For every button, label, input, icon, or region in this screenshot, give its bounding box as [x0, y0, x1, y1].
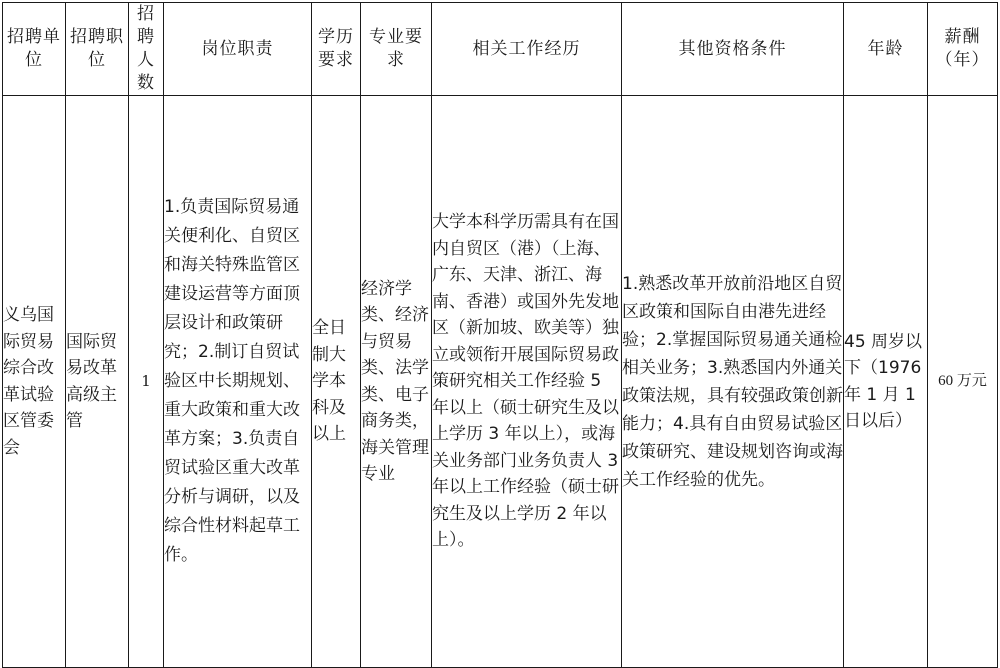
experience-text: 大学本科学历需具有在国内自贸区（港）（上海、广东、天津、浙江、海南、香港）或国外先发地区（新加坡、欧美等）独立或领衔开展国际贸易政策研究相关工作经验 5 年以上（硕士研究生及以上学历 3 年以上），或海关业务部门业务负责人 3 年以上工作经验（硕士研究生及以上学历 2 年以上）。 [432, 212, 619, 551]
header-major: 专业要求 [361, 3, 432, 96]
cell-other [622, 96, 844, 668]
cell-position [66, 96, 129, 668]
cell-salary [928, 96, 998, 668]
cell-experience [432, 96, 622, 668]
major-text: 经济学类、经济与贸易类、法学类、电子商务类，海关管理专业 [361, 278, 429, 484]
header-row [3, 3, 998, 96]
recruitment-table [2, 2, 998, 668]
header-count: 招聘人数 [129, 3, 164, 96]
header-salary: 薪酬（年） [928, 3, 998, 96]
position-text: 国际贸易改革高级主管 [66, 331, 117, 431]
header-education: 学历要求 [312, 3, 361, 96]
cell-age [844, 96, 928, 668]
unit-text: 义乌国际贸易综合改革试验区管委会 [3, 305, 54, 458]
cell-unit [3, 96, 66, 668]
duties-text: 1.负责国际贸易通关便利化、自贸区和海关特殊监管区建设运营等方面顶层设计和政策研究；2.制订自贸试验区中长期规划、重大政策和重大改革方案；3.负责自贸试验区重大改革分析与调研，以及综合性材料起草工作。 [164, 197, 300, 565]
header-other: 其他资格条件 [622, 3, 844, 96]
header-experience: 相关工作经历 [432, 3, 622, 96]
salary-text: 60 万元 [938, 373, 987, 390]
header-duties: 岗位职责 [164, 3, 312, 96]
count-text: 1 [141, 372, 151, 391]
cell-major [361, 96, 432, 668]
age-text: 45 周岁以下（1976 年 1 月 1 日以后） [844, 331, 923, 431]
header-unit: 招聘单位 [3, 3, 66, 96]
cell-count [129, 96, 164, 668]
cell-education [312, 96, 361, 668]
education-text: 全日制大学本科及以上 [312, 318, 346, 445]
cell-duties [164, 96, 312, 668]
other-text: 1.熟悉改革开放前沿地区自贸区政策和国际自由港先进经验；2.掌握国际贸易通关通检相关业务；3.熟悉国内外通关政策法规，具有较强政策创新能力；4.具有自由贸易试验区政策研究、建设规划咨询或海关工作经验的优先。 [622, 273, 843, 490]
header-age: 年龄 [844, 3, 928, 96]
table-row [3, 96, 998, 668]
header-position: 招聘职位 [66, 3, 129, 96]
